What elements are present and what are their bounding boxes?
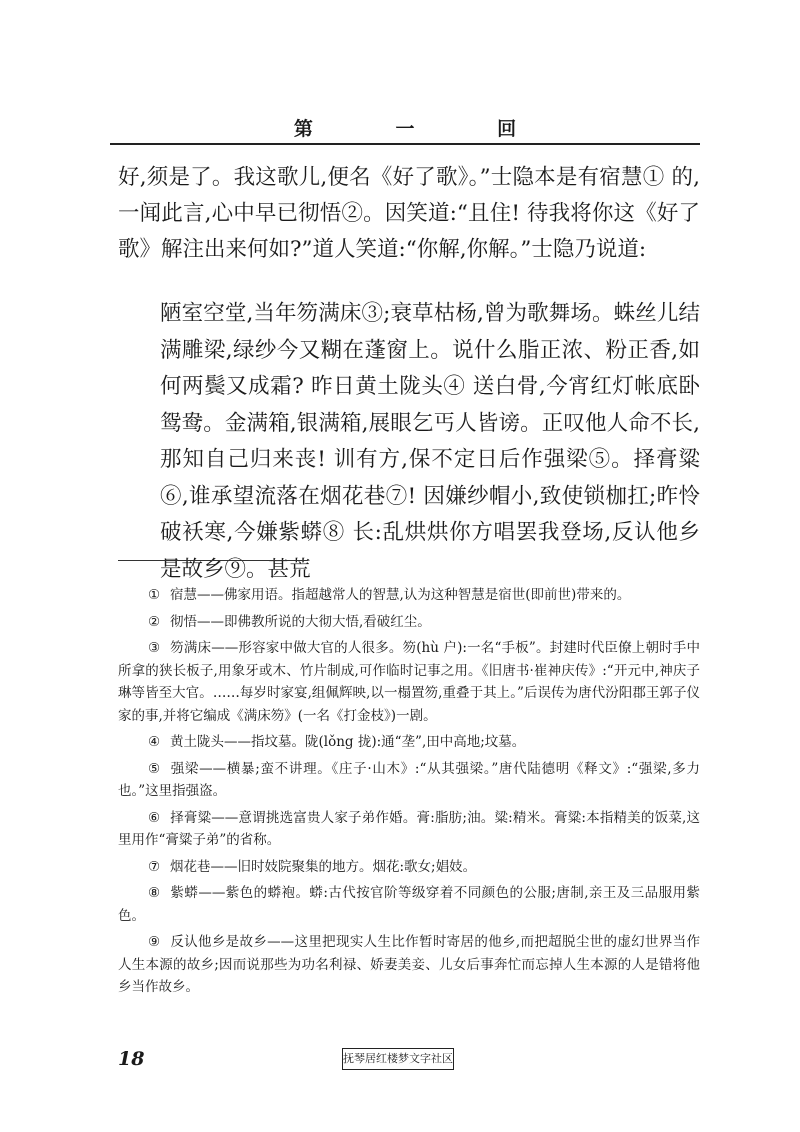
footnote-number: ⑤: [148, 760, 161, 777]
footnote-text: 笏满床——形容家中做大官的人很多。笏(hù 户):一名“手板”。封建时代臣僚上朝时手中所拿的狭长板子,用象牙或木、竹片制成,可作临时记事之用。《旧唐书·崔神庆传》:“开元中,神庆子琳等皆至大官。……每岁时家宴,组佩辉映,以一榻置笏,重叠于其上。”后误传为唐代汾阳郡王郭子仪家的事,并将它编成《满床笏》(一名《打金枝》)一剧。: [118, 640, 700, 724]
footnote-number: ⑨: [148, 934, 161, 950]
header-rule: [110, 143, 700, 145]
footnote-rule: [118, 560, 308, 561]
footnote-text: 强梁——横暴;蛮不讲理。《庄子·山木》:“从其强梁。”唐代陆德明《释文》:“强梁,多力也。”这里指强盗。: [118, 760, 700, 799]
footnote-number: ④: [148, 734, 161, 750]
chapter-header: [110, 114, 700, 141]
lead-paragraph: 好,须是了。我这歌儿,便名《好了歌》。”士隐本是有宿慧① 的,一闻此言,心中早已彻悟②。因笑道:“且住! 待我将你这《好了歌》解注出来何如?”道人笑道:“你解,你解。”士隐乃说道:: [118, 165, 700, 262]
song-paragraph: 陋室空堂,当年笏满床③;衰草枯杨,曾为歌舞场。蛛丝儿结满雕梁,绿纱今又糊在蓬窗上。说什么脂正浓、粉正香,如何两鬓又成霜? 昨日黄土陇头④ 送白骨,今宵红灯帐底卧鸳鸯。金满箱,银满箱,展眼乞丐人皆谤。正叹他人命不长,那知自己归来丧! 训有方,保不定日后作强梁⑤。择膏粱⑥,谁承望流落在烟花巷⑦! 因嫌纱帽小,致使锁枷扛;昨怜破袄寒,今嫌紫蟒⑧ 长:乱烘烘你方唱罢我登场,反认他乡是故乡⑨。甚荒: [160, 301, 700, 582]
footnote-item: [118, 856, 700, 879]
footnote-text: 宿慧——佛家用语。指超越常人的智慧,认为这种智慧是宿世(即前世)带来的。: [170, 587, 631, 603]
footnote-text: 反认他乡是故乡——这里把现实人生比作暂时寄居的他乡,而把超脱尘世的虚幻世界当作人生本源的故乡;因而说那些为功名利禄、娇妻美妾、儿女后事奔忙而忘掉人生本源的人是错将他乡当作故乡。: [118, 934, 700, 995]
footnote-number: ⑥: [148, 809, 161, 826]
footnote-item: [118, 611, 700, 634]
page-number: 18: [118, 1048, 145, 1070]
footnote-number: ②: [148, 613, 161, 630]
footnote-number: ③: [148, 640, 161, 656]
footnote-item: [118, 807, 700, 852]
footnote-item: [118, 931, 700, 999]
footnote-item: [118, 731, 700, 754]
footnotes: [118, 584, 700, 1003]
footnote-item: [118, 882, 700, 927]
footnote-number: ⑧: [148, 885, 161, 901]
footnote-number: ①: [148, 587, 161, 603]
footnote-item: [118, 637, 700, 727]
footnote-text: 紫蟒——紫色的蟒袍。蟒:古代按官阶等级穿着不同颜色的公服;唐制,亲王及三品服用紫色。: [118, 885, 700, 924]
footnote-text: 彻悟——即佛教所说的大彻大悟,看破红尘。: [170, 613, 431, 630]
song-text: [160, 296, 700, 588]
chapter-char-3: 回: [497, 118, 517, 140]
footnote-text: 择膏粱——意谓挑选富贵人家子弟作婚。膏:脂肪;油。粱:精米。膏粱:本指精美的饭菜,这里用作“膏粱子弟”的省称。: [118, 809, 700, 848]
main-text: [118, 160, 700, 268]
footnote-number: ⑦: [148, 858, 161, 875]
footnote-text: 黄土陇头——指坟墓。陇(lǒng 拢):通“垄”,田中高地;坟墓。: [170, 734, 526, 750]
chapter-char-1: 第: [293, 118, 313, 140]
footnote-text: 烟花巷——旧时妓院聚集的地方。烟花:歌女;娼妓。: [170, 858, 477, 875]
source-stamp: 抚琴居红楼梦文字社区: [342, 1048, 454, 1070]
footnote-item: [118, 758, 700, 803]
chapter-char-2: 一: [395, 118, 415, 140]
footnote-item: [118, 584, 700, 607]
